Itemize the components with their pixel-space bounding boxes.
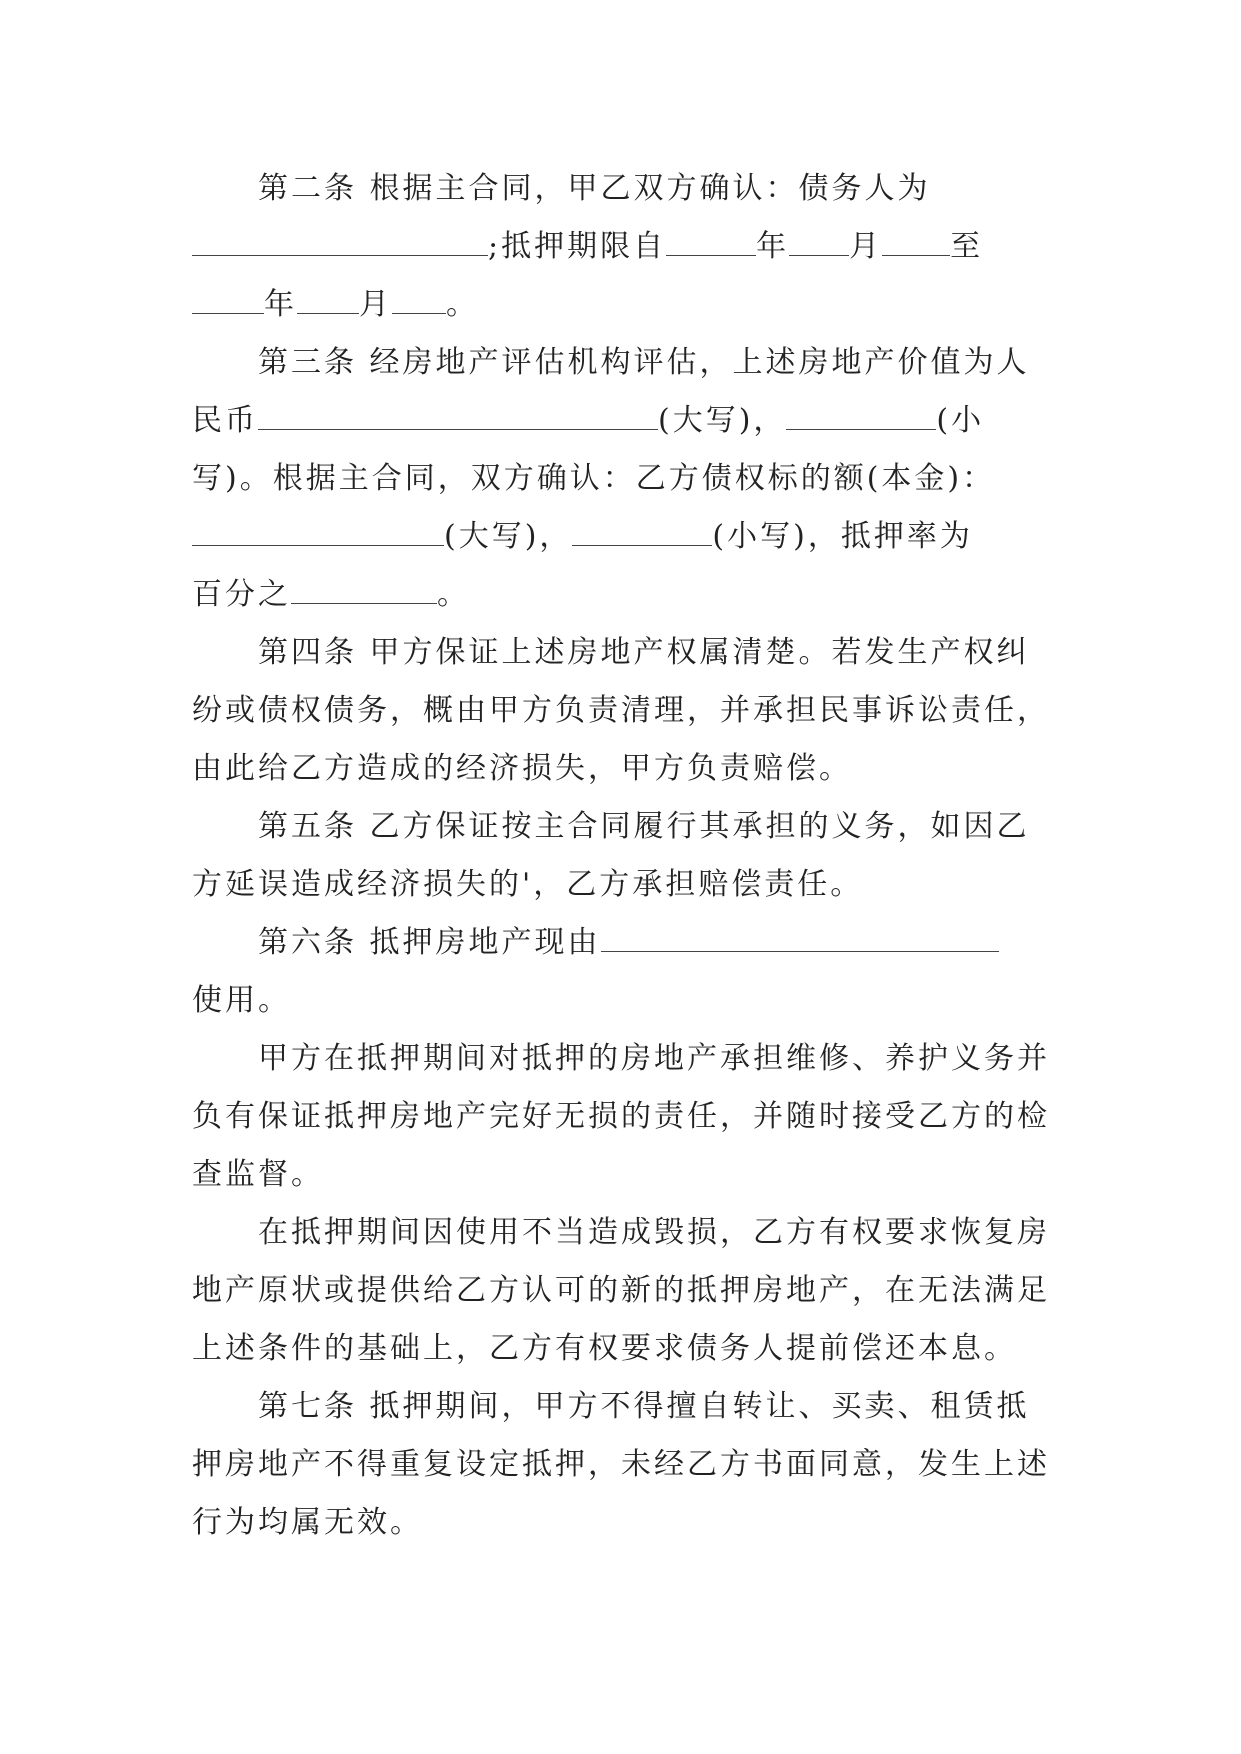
article-6-damage (192, 1204, 1052, 1378)
year-label: 年 (756, 229, 790, 264)
start-month-blank (789, 231, 849, 256)
article-2-line-2 (192, 218, 1052, 276)
occupant-label: 第六条 抵押房地产现由 (258, 925, 601, 960)
article-2 (192, 160, 1052, 334)
principal-uppercase-blank (192, 521, 444, 546)
contract-page (192, 160, 1052, 1552)
maintenance-line-1: 甲方在抵押期间对抵押的房地产承担维修、养护义务并 (258, 1041, 1050, 1076)
year-label: 年 (264, 287, 297, 322)
article-4 (192, 624, 1052, 798)
end-month-blank (297, 289, 359, 314)
article-6 (192, 914, 1052, 1030)
to-label: 至 (950, 229, 984, 264)
period-mark: 。 (446, 287, 479, 322)
article-4-line-1: 第四条 甲方保证上述房地产权属清楚。若发生产权纠 (258, 635, 1030, 670)
article-6-line-2: 使用。 (192, 983, 291, 1018)
article-6-line-1 (192, 914, 1052, 972)
article-6-maintenance (192, 1030, 1052, 1204)
debtor-blank (192, 231, 488, 256)
article-3-line-2 (192, 392, 1052, 450)
article-5-line-2: 方延误造成经济损失的'，乙方承担赔偿责任。 (192, 867, 864, 902)
maintenance-line-3: 查监督。 (192, 1157, 324, 1192)
occupant-blank (601, 927, 999, 952)
article-2-line-3 (192, 276, 1052, 334)
principal-lowercase-blank (572, 521, 712, 546)
start-year-blank (666, 231, 756, 256)
month-label: 月 (849, 229, 883, 264)
article-3-line-4 (192, 508, 1052, 566)
percent-label: 百分之 (192, 577, 291, 612)
end-day-blank (392, 289, 446, 314)
start-day-blank (882, 231, 950, 256)
article-4-line-3: 由此给乙方造成的经济损失，甲方负责赔偿。 (192, 751, 852, 786)
article-7-line-2: 押房地产不得重复设定抵押，未经乙方书面同意，发生上述 (192, 1447, 1050, 1482)
rmb-label: 民币 (192, 403, 258, 438)
damage-line-3: 上述条件的基础上，乙方有权要求债务人提前偿还本息。 (192, 1331, 1017, 1366)
damage-line-1: 在抵押期间因使用不当造成毁损，乙方有权要求恢复房 (258, 1215, 1050, 1250)
value-lowercase-blank (786, 405, 936, 430)
article-2-line-1: 第二条 根据主合同，甲乙双方确认：债务人为 (258, 171, 931, 206)
uppercase-label: (大写)， (444, 519, 573, 554)
lowercase-label-start: (小 (936, 403, 985, 438)
end-year-blank (192, 289, 264, 314)
maintenance-line-2: 负有保证抵押房地产完好无损的责任，并随时接受乙方的检 (192, 1099, 1050, 1134)
article-5 (192, 798, 1052, 914)
article-3 (192, 334, 1052, 624)
uppercase-label: (大写)， (658, 403, 787, 438)
article-3-line-1: 第三条 经房地产评估机构评估，上述房地产价值为人 (258, 345, 1030, 380)
article-2-term-label: ;抵押期限自 (488, 229, 667, 264)
article-7-line-3: 行为均属无效。 (192, 1505, 423, 1540)
article-7-line-1: 第七条 抵押期间，甲方不得擅自转让、买卖、租赁抵 (258, 1389, 1030, 1424)
period-mark: 。 (437, 577, 470, 612)
article-5-line-1: 第五条 乙方保证按主合同履行其承担的义务，如因乙 (258, 809, 1030, 844)
value-uppercase-blank (258, 405, 658, 430)
article-3-line-5 (192, 566, 1052, 624)
article-7 (192, 1378, 1052, 1552)
article-3-line-3: 写)。根据主合同，双方确认：乙方债权标的额(本金)： (192, 461, 996, 496)
article-4-line-2: 纷或债权债务，概由甲方负责清理，并承担民事诉讼责任， (192, 693, 1050, 728)
damage-line-2: 地产原状或提供给乙方认可的新的抵押房地产，在无法满足 (192, 1273, 1050, 1308)
rate-blank (291, 579, 437, 604)
mortgage-rate-label: (小写)，抵押率为 (712, 519, 973, 554)
month-label: 月 (359, 287, 392, 322)
